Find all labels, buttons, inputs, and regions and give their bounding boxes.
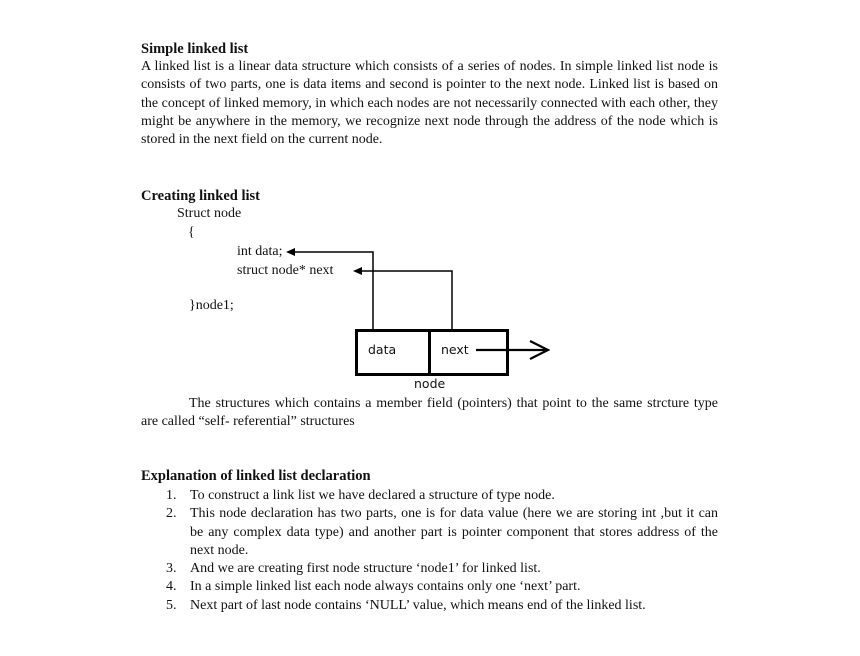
list-item: 5. Next part of last node contains ‘NULL’ value, which means end of the linked list.: [166, 597, 646, 613]
list-item: 3. And we are creating first node structure ‘node1’ for linked list.: [166, 561, 541, 577]
node-next-label: next: [441, 342, 469, 357]
node-diagram: [355, 329, 509, 376]
code-int-data: int data;: [237, 244, 283, 259]
code-struct-next: struct node* next: [237, 263, 334, 278]
node-next-cell: [428, 329, 509, 376]
intro-paragraph: A linked list is a linear data structure which consists of a series of nodes. In simple linked list node is consists of two parts, one is data items and second is pointer to the next node. Linked list is based on the concept of linked memory, in which each nodes are not necessarily connected with each other, they might be anywhere in the memory, we recognize next node through the address of the node which is stored in the next field on the current node.: [141, 59, 718, 148]
node-data-label: data: [368, 342, 397, 357]
self-referential-paragraph: The structures which contains a member field (pointers) that point to the same strcture type are called “self- referential” structures: [141, 396, 718, 430]
next-pointer-head: [530, 341, 548, 359]
section-heading-simple-linked-list: Simple linked list: [141, 41, 249, 57]
list-item: 1. To construct a link list we have declared a structure of type node.: [166, 488, 555, 503]
list-item: 4. In a simple linked list each node always contains only one ‘next’ part.: [166, 579, 581, 595]
node-caption: node: [414, 376, 446, 391]
section-heading-creating-linked-list: Creating linked list: [141, 188, 260, 204]
explanation-list: [141, 487, 718, 615]
list-item: 2. This node declaration has two parts, one is for data value (here we are storing int ,but it can be any complex data type) and another part is pointer component that stores address of the next node.: [166, 506, 718, 558]
node-data-cell: [355, 329, 431, 376]
code-struct-line: Struct node: [177, 206, 242, 221]
code-close-brace: }node1;: [189, 298, 234, 313]
arrowhead-int-data: [286, 248, 295, 256]
section-heading-explanation: Explanation of linked list declaration: [141, 468, 371, 484]
arrowhead-struct-next: [353, 267, 362, 275]
arrow-next-to-struct-next: [360, 271, 452, 331]
code-open-brace: {: [188, 225, 195, 240]
